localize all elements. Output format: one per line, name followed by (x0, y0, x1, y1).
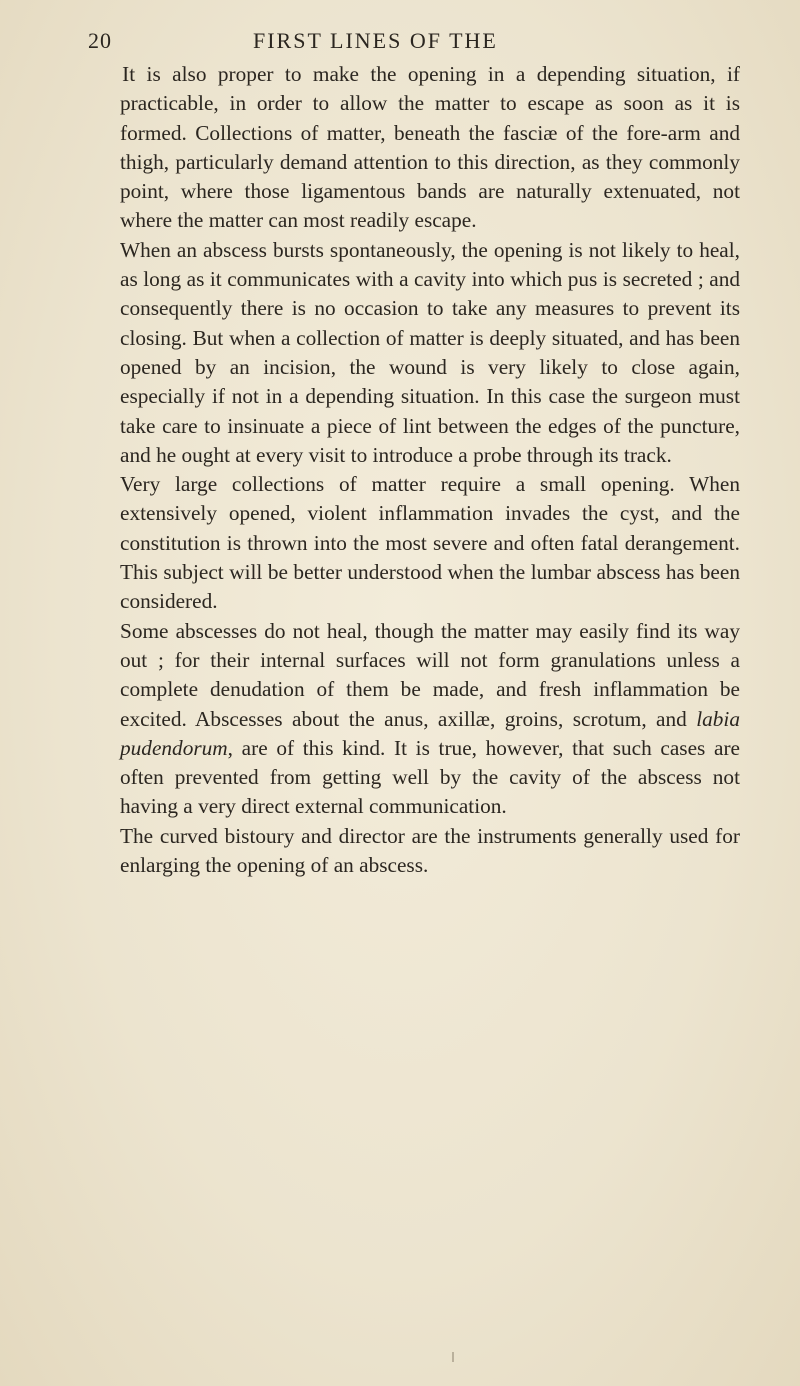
text-run: Very large collections of matter require a small opening. When extensively opened, violent inflammation invades the cyst, and the constitution is thrown into the most severe and often fatal derangement. This subject will be better understood when the lumbar abscess has been considered. (120, 472, 740, 614)
text-run: Some abscesses do not heal, though the matter may easily find its way out ; for their internal surfaces will not form granulations unless a complete denudation of them be made, and fresh inflammation be excited. Abscesses about the anus, axillæ, groins, scrotum, and (120, 618, 740, 731)
italic-text: labia pudendorum (120, 706, 740, 760)
paragraph (120, 236, 740, 470)
page-header (88, 18, 738, 58)
text-run: , are of this kind. It is true, however, that such cases are often prevented from getting well by the cavity of the abscess not having a very direct external communication. (120, 735, 740, 819)
paragraph (120, 470, 740, 616)
body-text (120, 60, 740, 880)
ink-mark (452, 1352, 454, 1362)
text-run: When an abscess bursts spontaneously, the opening is not likely to heal, as long as it communicates with a cavity into which pus is secreted ; and consequently there is no occasion to take any measures to prevent its closing. But when a collection of matter is deeply situated, and has been opened by an incision, the wound is very likely to close again, especially if not in a depending situation. In this case the surgeon must take care to insinuate a piece of lint between the edges of the puncture, and he ought at every visit to introduce a probe through its track. (120, 237, 740, 467)
paragraph (120, 60, 740, 236)
running-head: FIRST LINES OF THE (253, 28, 498, 53)
paragraph (120, 822, 740, 881)
page-number: 20 (88, 28, 112, 53)
paragraph (120, 617, 740, 822)
text-run: The curved bistoury and director are the instruments generally used for enlarging the opening of an abscess. (120, 823, 740, 878)
text-run: It is also proper to make the opening in a depending situation, if practicable, in order to allow the matter to escape as soon as it is formed. Collections of matter, beneath the fasciæ of the fore-arm and thigh, particularly demand attention to this direction, as they commonly point, where those ligamentous bands are naturally extenuated, not where the matter can most readily escape. (120, 62, 740, 233)
